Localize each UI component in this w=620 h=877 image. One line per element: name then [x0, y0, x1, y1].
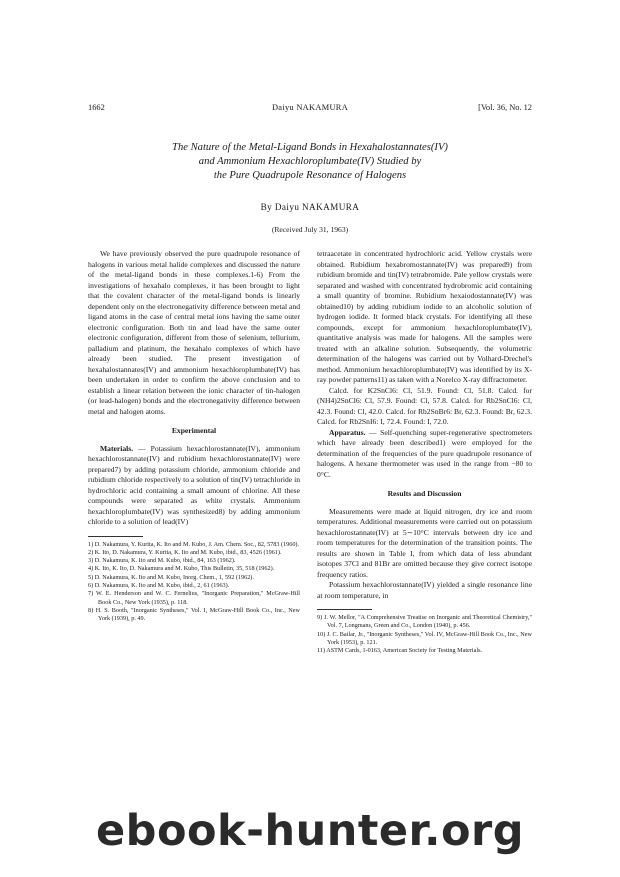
- right-column: [317, 249, 532, 655]
- materials-paragraph: [88, 444, 300, 528]
- title-line-3: the Pure Quadrupole Resonance of Halogens: [213, 170, 407, 181]
- materials-text: — Potassium hexachlorostannate(IV), ammonium hexachlorostannate(IV) and rubidium hexachlorostannate(IV) were prepared7) by adding potassium chloride, ammonium chloride and rubidium chloride respectively to a solution of tin(IV) tetrachloride in hydrochloric acid containing a small amount of chlorine. All these compounds were separated as white crystals. Ammonium hexachloroplumbate(IV) was synthesized8) by adding ammonium chloride to a solution of lead(IV): [88, 443, 300, 526]
- footnote-9: 9) J. W. Mellor, "A Comprehensive Treatise on Inorganic and Theoretical Chemistry," Vol. 7, Longmans, Green and Co., London (1940), p. 456.: [317, 614, 532, 630]
- footnote-4: 4) K. Ito, K. Ito, D. Nakamura and M. Kubo, This Bulletin, 35, 518 (1962).: [88, 565, 275, 573]
- footnote-5: 5) D. Nakamura, K. Ito and M. Kubo, Inorg. Chem., 1, 592 (1962).: [88, 573, 254, 581]
- footnote-rule-right: [317, 609, 372, 610]
- footnote-2: 2) K. Ito, D. Nakamura, Y. Kurita, K. Ito and M. Kubo, ibid., 83, 4526 (1961).: [88, 548, 282, 556]
- byline: By Daiyu NAKAMURA: [260, 202, 360, 212]
- title-line-2: and Ammonium Hexachloroplumbate(IV) Studied by: [198, 156, 422, 167]
- intro-paragraph: We have previously observed the pure quadrupole resonance of halogens in various metal halide complexes and discussed the nature of the metal-ligand bonds in these complexes.1-6) From the investigations of hexahalo complexes, it has been brought to light that the covalent character of the metal-ligand bonds is linearly dependent only on the electronegativity difference between metal and ligand atoms in the case of central metal ions having the same outer electronic configuration. Both tin and lead have the same outer electronic configuration, different from those of selenium, tellurium, palladium and platinum, the hexahalo complexes of which have already been studied. The present investigation of hexahalostannates(IV) and ammonium hexachloroplumbate(IV) has been undertaken in order to confirm the above conclusion and to establish a linear relation between the ionic character of tin-halogen (or lead-halogen) bonds and the electronegativity difference between metal and halogen atoms.: [88, 249, 300, 416]
- materials-runin: Materials.: [100, 443, 134, 453]
- footnote-10: 10) J. C. Bailar, Jr., "Inorganic Syntheses," Vol. IV, McGraw-Hill Book Co., Inc., New York (1953), p. 121.: [317, 630, 532, 646]
- section-heading-experimental: Experimental: [171, 426, 217, 435]
- apparatus-runin: Apparatus.: [329, 427, 366, 437]
- running-author: Daiyu NAKAMURA: [271, 103, 349, 112]
- footnote-7: 7) W. E. Henderson and W. C. Fernelius, "Inorganic Preparation," McGraw-Hill Book Co., New York (1935), p. 118.: [88, 590, 300, 606]
- materials-continued: tetraacetate in concentrated hydrochloric acid. Yellow crystals were obtained. Rubidium hexabromostannate(IV) was prepared9) from rubidium bromide and tin(IV) tetrabromide. Pale yellow crystals were separated and washed with concentrated hydrobromic acid containing a small quantity of bromine. Rubidium hexaiodostannate(IV) was obtained10) by adding rubidium iodide to an alcoholic solution of hydrogen iodide. It formed black crystals. For identifying all these compounds, except for ammonium hexachloroplumbate(IV), quantitative analysis was made for halogens. All the samples were treated with an alkaline solution. Subsequently, the volumetric determination of the halogens was carried out by Volhard-Drechel's method. Ammonium hexachloroplumbate(IV) was identified by its X-ray powder patterns11) as taken with a Norelco X-ray diffractometer.: [317, 249, 532, 384]
- footnote-3: 3) D. Nakamura, K. Ito and M. Kubo, ibid., 84, 163 (1962).: [88, 557, 236, 565]
- footnote-1: 1) D. Nakamura, Y. Kurita, K. Ito and M. Kubo, J. Am. Chem. Soc., 82, 5783 (1960).: [88, 540, 300, 548]
- apparatus-paragraph: [317, 428, 532, 481]
- footnote-rule: [88, 536, 143, 537]
- title-line-1: The Nature of the Metal-Ligand Bonds in Hexahalostannates(IV): [172, 142, 448, 153]
- footnote-11: 11) ASTM Cards, 1-0163, American Society for Testing Materials.: [317, 647, 483, 655]
- left-column: [88, 249, 300, 623]
- running-header: [88, 103, 532, 115]
- article-title: [90, 141, 530, 183]
- section-heading-results: Results and Discussion: [387, 489, 462, 498]
- footnote-6: 6) D. Nakamura, K. Ito and M. Kubo, ibid., 2, 61 (1963).: [88, 581, 230, 589]
- received-date: (Received July 31, 1963): [271, 225, 349, 234]
- page-number: 1662: [88, 103, 105, 112]
- volume-info: [Vol. 36, No. 12: [478, 103, 532, 112]
- results-paragraph-1: Measurements were made at liquid nitrogen, dry ice and room temperatures. Additional measurements were carried out on potassium hexachlorostannate(IV) at 5∼10°C intervals between dry ice and room temperatures for the determination of the transition points. The results are shown in Table I, from which data of less abundant isotopes 37Cl and 81Br are omitted because they give correct isotope frequency ratios.: [317, 506, 532, 579]
- results-paragraph-2: Potassium hexachlorostannate(IV) yielded a single resonance line at room temperature, in: [317, 580, 532, 600]
- watermark-text: ebook-hunter.org: [96, 806, 524, 856]
- footnote-8: 8) H. S. Booth, "Inorganic Syntheses," Vol. I, McGraw-Hill Book Co., Inc., New York (1939), p. 49.: [88, 606, 300, 623]
- apparatus-text: — Self-quenching super-regenerative spectrometers which have already been described1) were employed for the determination of the frequencies of the pure quadrupole resonance of halogens. A hexane thermometer was used in the range from −80 to 0°C.: [317, 427, 532, 479]
- analysis-results: Calcd. for K2SnCl6: Cl, 51.9. Found: Cl, 51.8. Calcd. for (NH4)2SnCl6: Cl, 57.9. Found: Cl, 57.8. Calcd. for Rb2SnCl6: Cl, 42.3. Found: Cl, 42.0. Calcd. for Rb2SnBr6: Br, 62.3. Found: Br, 62.3. Calcd. for Rb2SnI6: I, 72.4. Found: I, 72.0.: [317, 385, 532, 426]
